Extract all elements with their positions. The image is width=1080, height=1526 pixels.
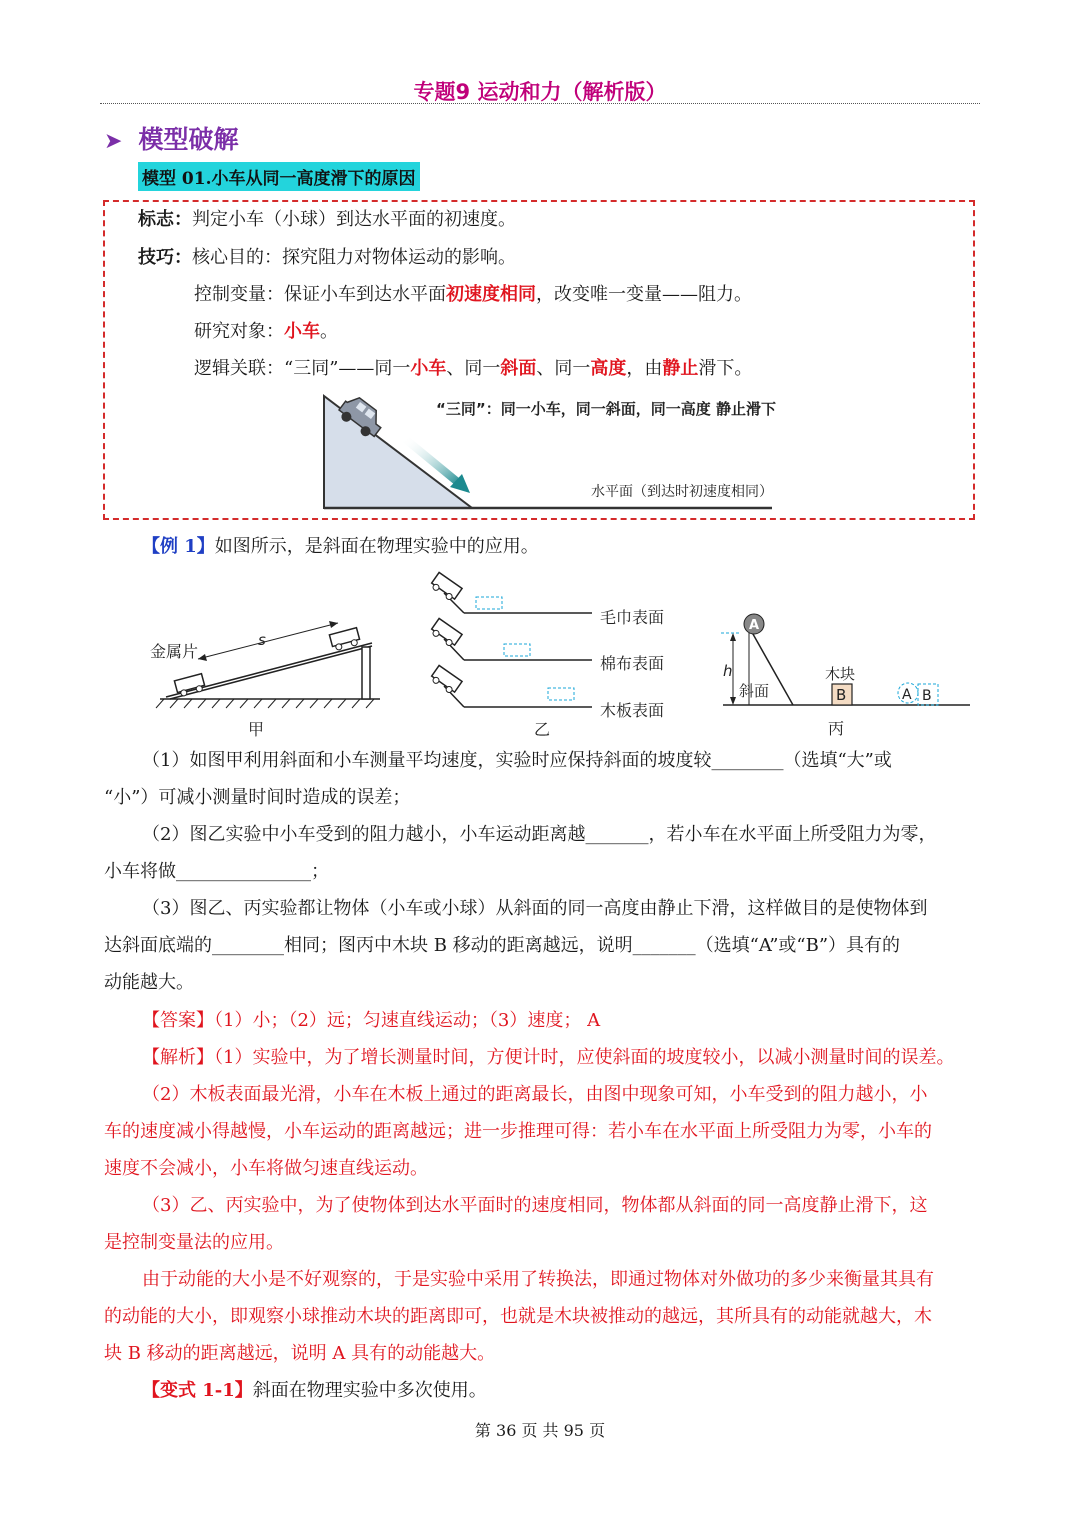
- arrow-icon: ➤: [104, 129, 123, 154]
- analysis-4c: 块 B 移动的距离越远，说明 A 具有的动能越大。: [104, 1343, 496, 1364]
- figure-bing: [715, 605, 980, 745]
- ball-a-ghost-label: A: [902, 687, 912, 703]
- logic-line: [194, 357, 752, 381]
- cotton-surface-label: 棉布表面: [600, 654, 665, 673]
- block-b-ghost-label: B: [922, 688, 932, 704]
- height-h-label: h: [723, 662, 733, 680]
- logic-3: 、同一: [536, 358, 591, 379]
- object-line: [194, 320, 338, 344]
- control-post: ，改变唯一变量——阻力。: [536, 284, 752, 305]
- page-number: 第 36 页 共 95 页: [474, 1421, 606, 1440]
- logic-r3: 高度: [590, 358, 627, 379]
- document-title: 专题9 运动和力（解析版）: [413, 80, 667, 104]
- skill-line: [138, 246, 516, 270]
- control-line: [194, 283, 752, 307]
- logic-4: ，由: [626, 358, 663, 379]
- figure-jia: [140, 615, 390, 745]
- object-pre: 研究对象：: [194, 321, 284, 342]
- skill-text: 核心目的：探究阻力对物体运动的影响。: [192, 247, 516, 268]
- towel-surface-label: 毛巾表面: [600, 608, 665, 627]
- question-2: （2）图乙实验中小车受到的阻力越小，小车运动距离越_______，若小车在水平面上所受阻力为零，: [142, 824, 937, 845]
- header-divider: [100, 103, 980, 104]
- variant-line: [142, 1372, 487, 1409]
- example-tag: 【例 1】: [142, 536, 215, 557]
- analysis-2a: （2）木板表面最光滑，小车在木板上通过的距离最长，由图中现象可知，小车受到的阻力越小，小: [142, 1084, 928, 1105]
- incline-figure: [300, 388, 780, 514]
- wood-surface-label: 木板表面: [600, 701, 665, 720]
- track-towel: [429, 572, 664, 627]
- logic-r1: 小车: [410, 358, 447, 379]
- section-title: 模型破解: [138, 125, 239, 154]
- model-tag: 模型 01.小车从同一高度滑下的原因: [138, 162, 420, 191]
- analysis-2b: 车的速度减小得越慢，小车运动的距离越远；进一步推理可得：若小车在水平面上所受阻力为零，小车的: [104, 1121, 932, 1142]
- example-intro: 如图所示，是斜面在物理实验中的应用。: [214, 536, 539, 557]
- sign-text: 判定小车（小球）到达水平面的初速度。: [192, 209, 516, 230]
- question-1b: “小”）可减小测量时间时造成的误差；: [104, 787, 411, 808]
- control-red: 初速度相同: [446, 284, 536, 305]
- figure-caption: “三同”：同一小车，同一斜面，同一高度 静止滑下: [436, 400, 776, 418]
- figure-bing-caption: 丙: [828, 719, 845, 738]
- logic-2: 、同一: [446, 358, 501, 379]
- analysis-4a: 由于动能的大小是不好观察的，于是实验中采用了转换法，即通过物体对外做功的多少来衡量其具有: [142, 1269, 934, 1290]
- variant-tag: 【变式 1-1】: [142, 1380, 253, 1401]
- ground-label: 水平面（到达时初速度相同）: [591, 484, 773, 500]
- figure-yi: [420, 565, 680, 745]
- analysis-1: 【解析】（1）实验中，为了增长测量时间，方便计时，应使斜面的坡度较小，以减小测量时间的误差。: [142, 1047, 955, 1068]
- logic-r4: 静止: [662, 358, 699, 379]
- support-post: [362, 647, 370, 699]
- object-red: 小车: [284, 321, 320, 342]
- question-3: （3）图乙、丙实验都让物体（小车或小球）从斜面的同一高度由静止下滑，这样做目的是使物体到: [142, 898, 928, 919]
- section-heading: [104, 120, 238, 156]
- skill-label: 技巧：: [138, 247, 192, 268]
- block-b-label: B: [836, 686, 847, 704]
- wood-block-label: 木块: [825, 665, 856, 683]
- question-1: （1）如图甲利用斜面和小车测量平均速度，实验时应保持斜面的坡度较________（选填“大”或: [142, 750, 892, 771]
- analysis-4b: 的动能的大小，即观察小球推动木块的距离即可，也就是木块被推动的越远，其所具有的动能就越大，木: [104, 1306, 932, 1327]
- question-2b: 小车将做_______________；: [104, 861, 329, 882]
- ball-a-label: A: [749, 618, 760, 633]
- track-wood: [429, 665, 664, 720]
- sign-label: 标志：: [138, 209, 192, 230]
- question-3b: 达斜面底端的________相同；图丙中木块 B 移动的距离越远，说明_______（选填“A”或“B”）具有的: [104, 935, 901, 956]
- object-post: 。: [320, 321, 338, 342]
- ground-hatch: [156, 699, 374, 708]
- answer: 【答案】（1）小；（2）远；匀速直线运动；（3）速度； A: [142, 1010, 601, 1031]
- sign-line: [138, 208, 516, 232]
- logic-5: 滑下。: [698, 358, 753, 379]
- logic-1: 逻辑关联：“三同”——同一: [194, 358, 411, 379]
- analysis-2c: 速度不会减小，小车将做匀速直线运动。: [104, 1158, 428, 1179]
- metal-sheet-label: 金属片: [150, 642, 199, 661]
- control-pre: 控制变量：保证小车到达水平面: [194, 284, 446, 305]
- slope-label: 斜面: [739, 682, 770, 700]
- question-3c: 动能越大。: [104, 972, 194, 993]
- analysis-3b: 是控制变量法的应用。: [104, 1232, 284, 1253]
- figure-yi-caption: 乙: [534, 720, 551, 739]
- example-heading: [142, 535, 539, 559]
- figure-jia-caption: 甲: [248, 720, 265, 739]
- analysis-3a: （3）乙、丙实验中，为了使物体到达水平面时的速度相同，物体都从斜面的同一高度静止滑下，这: [142, 1195, 928, 1216]
- variant-text: 斜面在物理实验中多次使用。: [252, 1380, 487, 1401]
- distance-s-label: s: [258, 631, 266, 649]
- logic-r2: 斜面: [500, 358, 537, 379]
